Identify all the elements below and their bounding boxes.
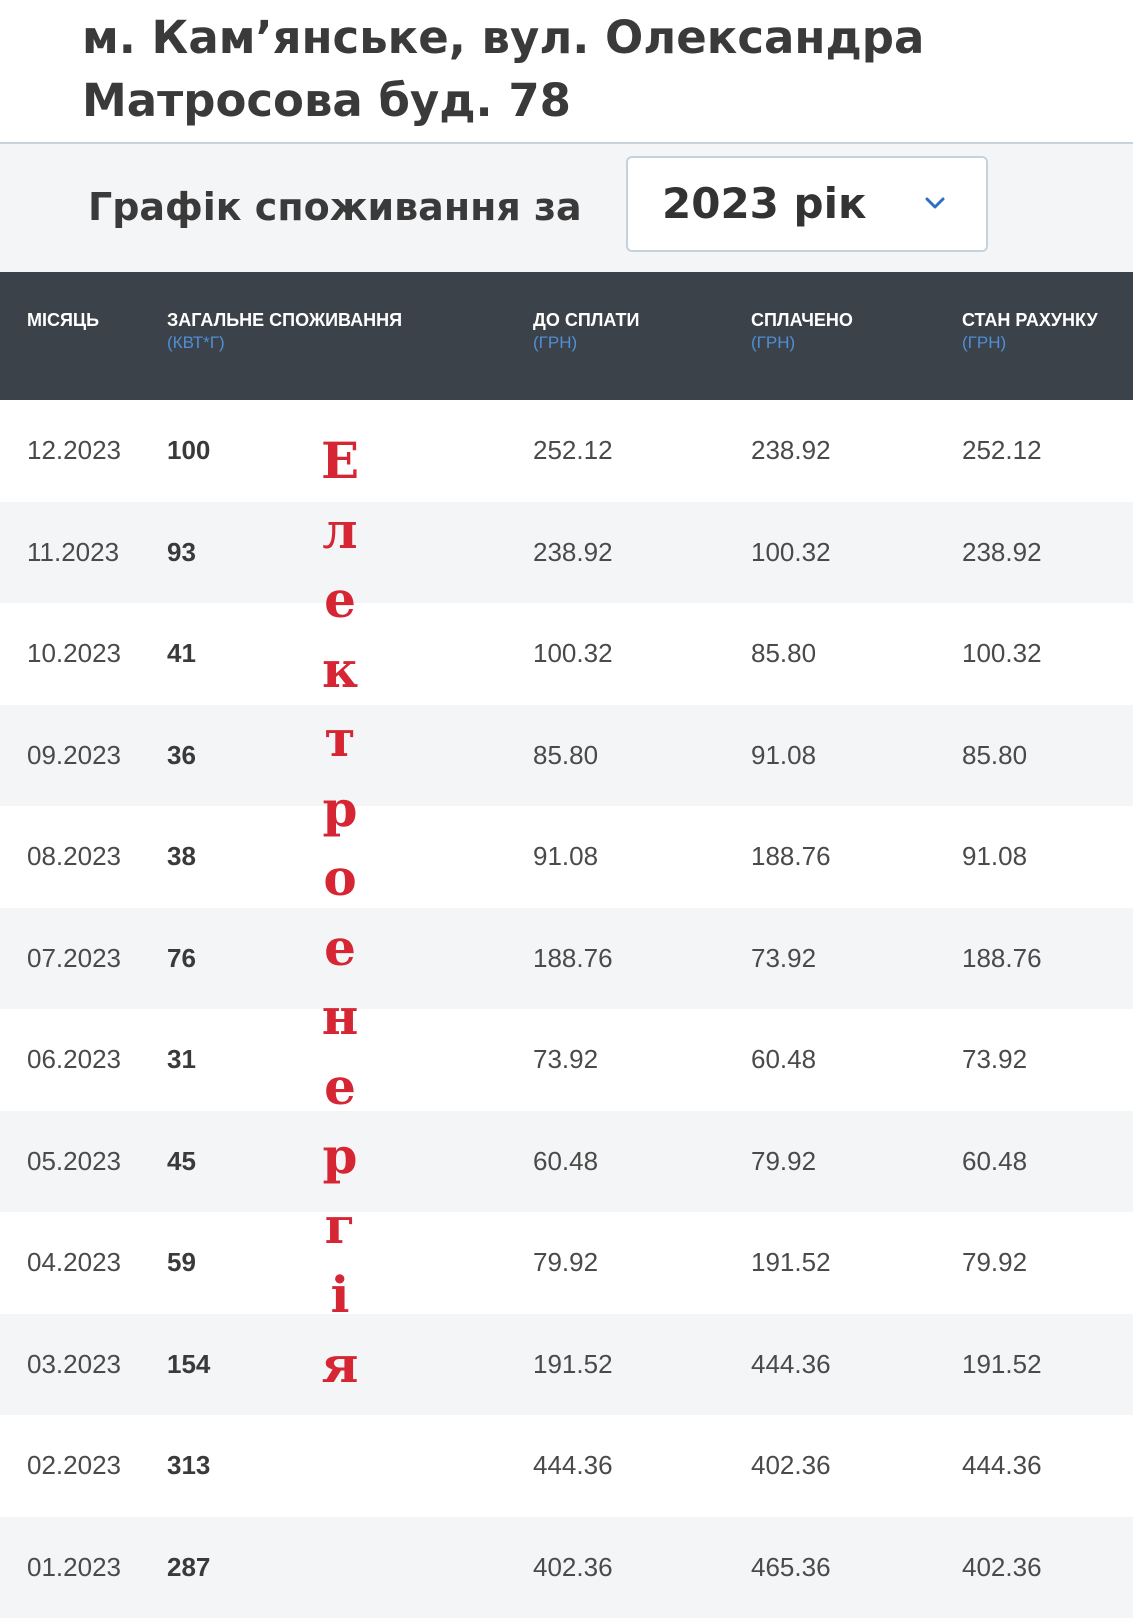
- page-title: м. Кам’янське, вул. Олександра Матросова буд. 78: [82, 6, 1082, 132]
- table-row: [0, 1212, 1133, 1314]
- month-cell: 05.2023: [27, 1145, 121, 1177]
- month-cell: 01.2023: [27, 1551, 121, 1583]
- balance-cell: 73.92: [962, 1043, 1027, 1075]
- column-title: ЗАГАЛЬНЕ СПОЖИВАННЯ: [167, 308, 402, 332]
- watermark-letter: т: [300, 704, 380, 774]
- table-row: [0, 1111, 1133, 1213]
- table-row: [0, 1314, 1133, 1416]
- balance-cell: 444.36: [962, 1449, 1042, 1481]
- consumption-cell: 313: [167, 1449, 210, 1481]
- balance-cell: 60.48: [962, 1145, 1027, 1177]
- column-title: МІСЯЦЬ: [27, 308, 99, 332]
- month-cell: 08.2023: [27, 840, 121, 872]
- column-unit: (ГРН): [533, 332, 639, 354]
- month-cell: 12.2023: [27, 434, 121, 466]
- consumption-cell: 287: [167, 1551, 210, 1583]
- due-cell: 91.08: [533, 840, 598, 872]
- consumption-cell: 154: [167, 1348, 210, 1380]
- watermark-letter: л: [300, 496, 380, 566]
- watermark-electricity: [300, 426, 380, 1399]
- table-row: [0, 603, 1133, 705]
- due-cell: 60.48: [533, 1145, 598, 1177]
- balance-cell: 402.36: [962, 1551, 1042, 1583]
- month-cell: 09.2023: [27, 739, 121, 771]
- paid-cell: 444.36: [751, 1348, 831, 1380]
- table-row: [0, 705, 1133, 807]
- balance-cell: 188.76: [962, 942, 1042, 974]
- month-cell: 06.2023: [27, 1043, 121, 1075]
- table-row: [0, 1517, 1133, 1618]
- paid-cell: 402.36: [751, 1449, 831, 1481]
- year-select[interactable]: [626, 156, 988, 252]
- month-cell: 07.2023: [27, 942, 121, 974]
- consumption-cell: 76: [167, 942, 196, 974]
- consumption-cell: 38: [167, 840, 196, 872]
- table-row: [0, 400, 1133, 502]
- watermark-letter: я: [300, 1330, 380, 1400]
- month-cell: 11.2023: [27, 536, 119, 568]
- watermark-letter: е: [300, 565, 380, 635]
- watermark-letter: о: [300, 843, 380, 913]
- month-cell: 10.2023: [27, 637, 121, 669]
- month-cell: 03.2023: [27, 1348, 121, 1380]
- paid-cell: 60.48: [751, 1043, 816, 1075]
- chevron-down-icon: [924, 196, 946, 210]
- consumption-cell: 36: [167, 739, 196, 771]
- paid-cell: 85.80: [751, 637, 816, 669]
- paid-cell: 100.32: [751, 536, 831, 568]
- watermark-letter: к: [300, 635, 380, 705]
- consumption-period-label: Графік споживання за: [88, 182, 582, 232]
- watermark-letter: н: [300, 982, 380, 1052]
- balance-cell: 91.08: [962, 840, 1027, 872]
- balance-cell: 100.32: [962, 637, 1042, 669]
- consumption-cell: 31: [167, 1043, 196, 1075]
- balance-cell: 252.12: [962, 434, 1042, 466]
- consumption-cell: 59: [167, 1246, 196, 1278]
- column-header-balance[interactable]: [962, 308, 1098, 354]
- balance-cell: 79.92: [962, 1246, 1027, 1278]
- balance-cell: 191.52: [962, 1348, 1042, 1380]
- table-row: [0, 806, 1133, 908]
- column-unit: (КВТ*Г): [167, 332, 402, 354]
- due-cell: 100.32: [533, 637, 613, 669]
- consumption-cell: 45: [167, 1145, 196, 1177]
- due-cell: 402.36: [533, 1551, 613, 1583]
- month-cell: 02.2023: [27, 1449, 121, 1481]
- watermark-letter: г: [300, 1191, 380, 1261]
- balance-cell: 85.80: [962, 739, 1027, 771]
- watermark-letter: Е: [300, 426, 380, 496]
- due-cell: 79.92: [533, 1246, 598, 1278]
- paid-cell: 191.52: [751, 1246, 831, 1278]
- column-unit: (ГРН): [751, 332, 853, 354]
- due-cell: 188.76: [533, 942, 613, 974]
- column-title: ДО СПЛАТИ: [533, 308, 639, 332]
- paid-cell: 465.36: [751, 1551, 831, 1583]
- balance-cell: 238.92: [962, 536, 1042, 568]
- column-title: СТАН РАХУНКУ: [962, 308, 1098, 332]
- column-header-due[interactable]: [533, 308, 639, 354]
- paid-cell: 238.92: [751, 434, 831, 466]
- due-cell: 191.52: [533, 1348, 613, 1380]
- table-row: [0, 908, 1133, 1010]
- consumption-cell: 41: [167, 637, 196, 669]
- column-header-consumption[interactable]: [167, 308, 402, 354]
- month-cell: 04.2023: [27, 1246, 121, 1278]
- due-cell: 238.92: [533, 536, 613, 568]
- watermark-letter: і: [300, 1260, 380, 1330]
- table-row: [0, 502, 1133, 604]
- table-row: [0, 1415, 1133, 1517]
- column-header-paid[interactable]: [751, 308, 853, 354]
- watermark-letter: е: [300, 1052, 380, 1122]
- consumption-cell: 93: [167, 536, 196, 568]
- column-header-month[interactable]: [27, 308, 99, 332]
- column-title: СПЛАЧЕНО: [751, 308, 853, 332]
- consumption-cell: 100: [167, 434, 210, 466]
- watermark-letter: р: [300, 774, 380, 844]
- due-cell: 444.36: [533, 1449, 613, 1481]
- table-body: [0, 400, 1133, 1618]
- paid-cell: 73.92: [751, 942, 816, 974]
- table-row: [0, 1009, 1133, 1111]
- due-cell: 73.92: [533, 1043, 598, 1075]
- table-header: [0, 272, 1133, 400]
- due-cell: 85.80: [533, 739, 598, 771]
- watermark-letter: р: [300, 1121, 380, 1191]
- watermark-letter: е: [300, 913, 380, 983]
- column-unit: (ГРН): [962, 332, 1098, 354]
- paid-cell: 91.08: [751, 739, 816, 771]
- paid-cell: 188.76: [751, 840, 831, 872]
- due-cell: 252.12: [533, 434, 613, 466]
- year-select-value: 2023 рік: [662, 178, 866, 230]
- paid-cell: 79.92: [751, 1145, 816, 1177]
